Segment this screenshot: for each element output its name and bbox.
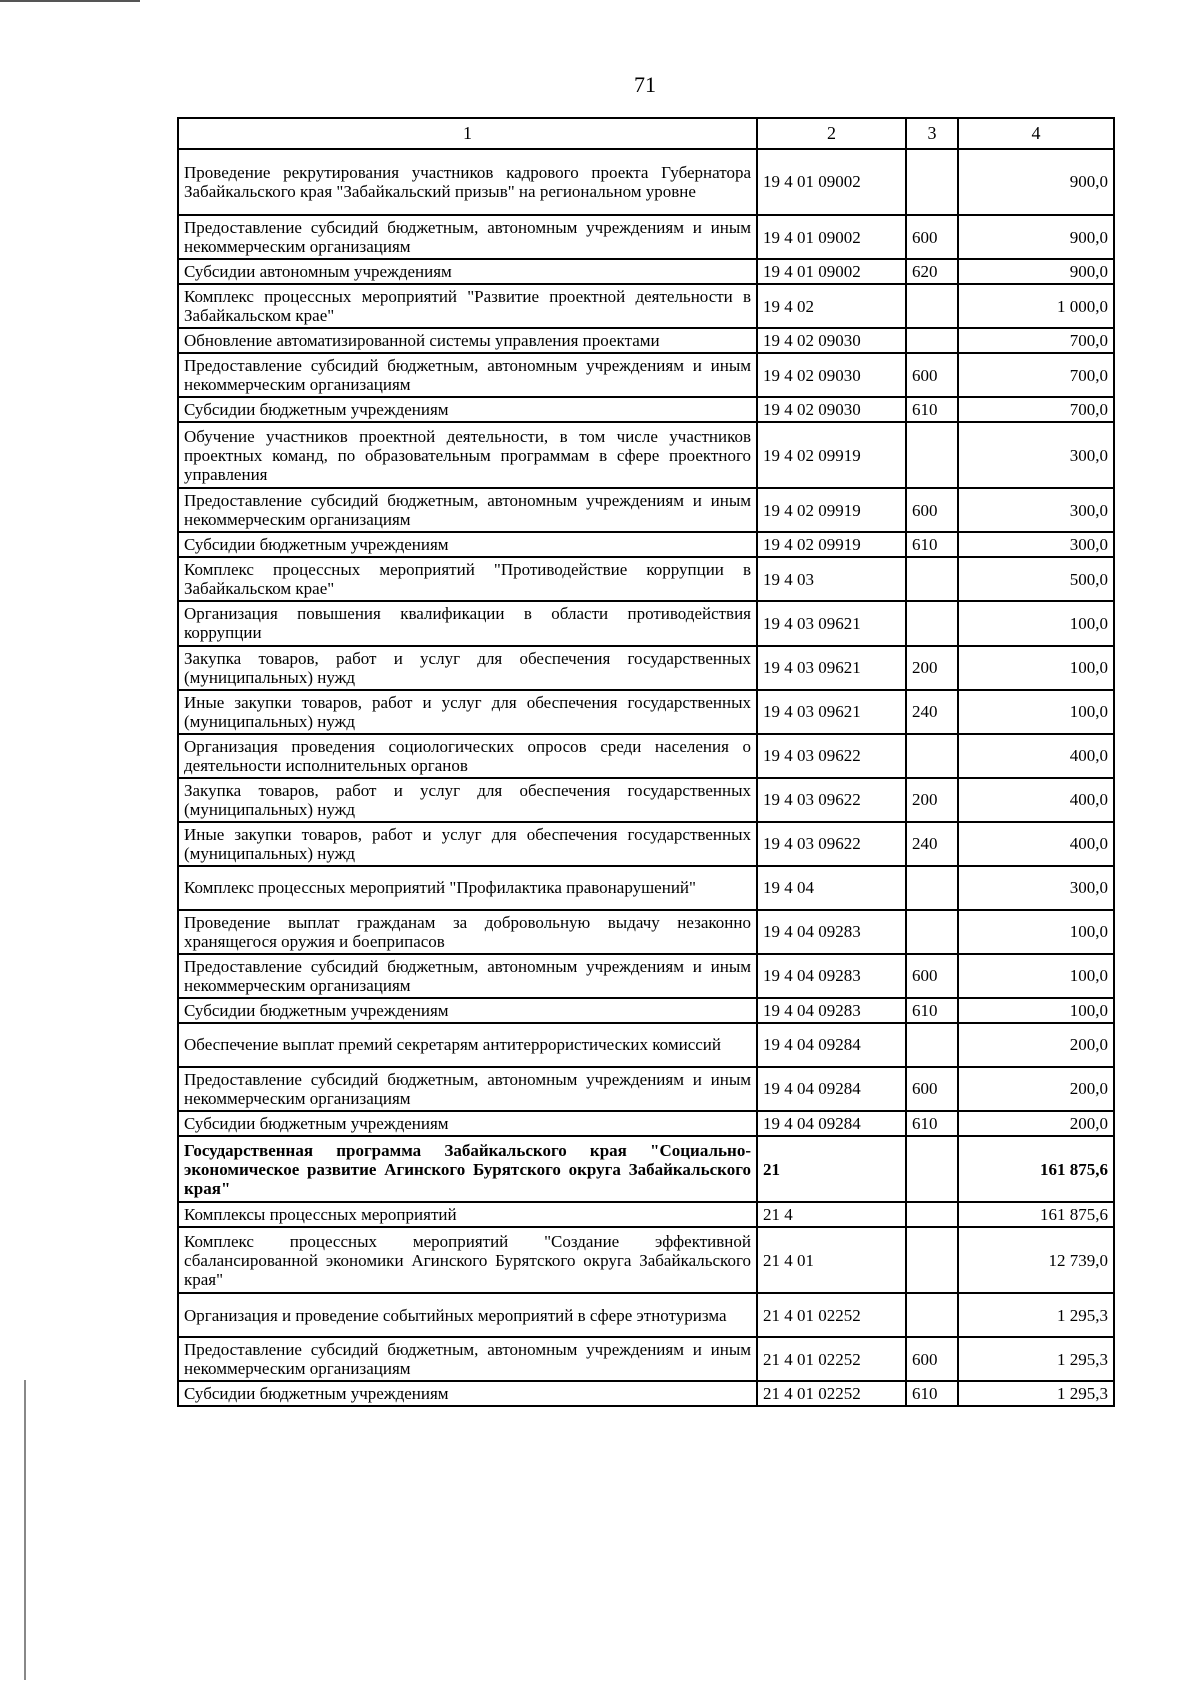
row-code-cell: 19 4 04 09283 bbox=[757, 954, 906, 998]
row-type-cell: 600 bbox=[906, 1337, 958, 1381]
table-row bbox=[178, 1227, 1114, 1293]
row-name-cell: Субсидии автономным учреждениям bbox=[178, 259, 757, 284]
row-type-cell bbox=[906, 149, 958, 215]
row-name-cell: Комплекс процессных мероприятий "Профилактика правонарушений" bbox=[178, 866, 757, 910]
table-row bbox=[178, 601, 1114, 645]
table-row bbox=[178, 1381, 1114, 1406]
row-name-cell: Субсидии бюджетным учреждениям bbox=[178, 397, 757, 422]
row-type-cell bbox=[906, 910, 958, 954]
row-type-cell: 240 bbox=[906, 822, 958, 866]
row-name-cell: Обновление автоматизированной системы управления проектами bbox=[178, 328, 757, 353]
row-code-cell: 19 4 04 bbox=[757, 866, 906, 910]
table-row bbox=[178, 1023, 1114, 1067]
row-code-cell: 19 4 04 09284 bbox=[757, 1111, 906, 1136]
row-name-cell: Организация повышения квалификации в области противодействия коррупции bbox=[178, 601, 757, 645]
row-amount-cell: 400,0 bbox=[958, 734, 1114, 778]
table-row bbox=[178, 284, 1114, 328]
table-row bbox=[178, 690, 1114, 734]
table-body bbox=[178, 149, 1114, 1406]
row-name-cell: Комплекс процессных мероприятий "Противодействие коррупции в Забайкальском крае" bbox=[178, 557, 757, 601]
row-name-cell: Организация и проведение событийных мероприятий в сфере этнотуризма bbox=[178, 1293, 757, 1337]
row-code-cell: 19 4 04 09284 bbox=[757, 1067, 906, 1111]
table-row bbox=[178, 954, 1114, 998]
row-amount-cell: 700,0 bbox=[958, 328, 1114, 353]
row-code-cell: 19 4 02 09919 bbox=[757, 532, 906, 557]
row-code-cell: 19 4 03 09622 bbox=[757, 822, 906, 866]
row-code-cell: 19 4 04 09283 bbox=[757, 910, 906, 954]
table-row bbox=[178, 488, 1114, 532]
table-row bbox=[178, 149, 1114, 215]
row-code-cell: 21 4 01 bbox=[757, 1227, 906, 1293]
row-name-cell: Предоставление субсидий бюджетным, автономным учреждениям и иным некоммерческим организациям bbox=[178, 488, 757, 532]
row-amount-cell: 161 875,6 bbox=[958, 1202, 1114, 1227]
table-row bbox=[178, 259, 1114, 284]
row-code-cell: 19 4 02 09919 bbox=[757, 488, 906, 532]
row-amount-cell: 100,0 bbox=[958, 601, 1114, 645]
row-name-cell: Предоставление субсидий бюджетным, автономным учреждениям и иным некоммерческим организациям bbox=[178, 954, 757, 998]
row-amount-cell: 400,0 bbox=[958, 778, 1114, 822]
row-amount-cell: 900,0 bbox=[958, 215, 1114, 259]
table-row bbox=[178, 422, 1114, 488]
row-amount-cell: 100,0 bbox=[958, 910, 1114, 954]
table-row bbox=[178, 215, 1114, 259]
row-amount-cell: 200,0 bbox=[958, 1023, 1114, 1067]
row-amount-cell: 900,0 bbox=[958, 259, 1114, 284]
row-name-cell: Предоставление субсидий бюджетным, автономным учреждениям и иным некоммерческим организациям bbox=[178, 1067, 757, 1111]
row-code-cell: 19 4 02 09030 bbox=[757, 328, 906, 353]
row-amount-cell: 500,0 bbox=[958, 557, 1114, 601]
row-code-cell: 19 4 01 09002 bbox=[757, 215, 906, 259]
table-row bbox=[178, 1067, 1114, 1111]
row-type-cell bbox=[906, 328, 958, 353]
row-code-cell: 19 4 03 09621 bbox=[757, 646, 906, 690]
row-type-cell bbox=[906, 1202, 958, 1227]
row-amount-cell: 100,0 bbox=[958, 646, 1114, 690]
row-type-cell bbox=[906, 284, 958, 328]
row-amount-cell: 12 739,0 bbox=[958, 1227, 1114, 1293]
table-header-row bbox=[178, 118, 1114, 149]
page-number: 71 bbox=[634, 72, 656, 97]
row-name-cell: Обучение участников проектной деятельности, в том числе участников проектных команд, по образовательным программам в сфере проектного управления bbox=[178, 422, 757, 488]
row-code-cell: 19 4 03 09621 bbox=[757, 601, 906, 645]
table-row bbox=[178, 734, 1114, 778]
row-type-cell bbox=[906, 866, 958, 910]
row-code-cell: 19 4 02 09030 bbox=[757, 397, 906, 422]
table-row bbox=[178, 1111, 1114, 1136]
row-name-cell: Обеспечение выплат премий секретарям антитеррористических комиссий bbox=[178, 1023, 757, 1067]
row-code-cell: 19 4 03 bbox=[757, 557, 906, 601]
row-code-cell: 19 4 02 09919 bbox=[757, 422, 906, 488]
row-type-cell: 610 bbox=[906, 1111, 958, 1136]
row-type-cell: 200 bbox=[906, 646, 958, 690]
scan-edge-mark bbox=[24, 1380, 26, 1680]
row-type-cell: 600 bbox=[906, 488, 958, 532]
row-type-cell: 600 bbox=[906, 1067, 958, 1111]
row-amount-cell: 1 295,3 bbox=[958, 1381, 1114, 1406]
row-type-cell bbox=[906, 1023, 958, 1067]
row-name-cell: Иные закупки товаров, работ и услуг для обеспечения государственных (муниципальных) нужд bbox=[178, 822, 757, 866]
row-code-cell: 21 4 01 02252 bbox=[757, 1381, 906, 1406]
row-amount-cell: 400,0 bbox=[958, 822, 1114, 866]
row-name-cell: Закупка товаров, работ и услуг для обеспечения государственных (муниципальных) нужд bbox=[178, 646, 757, 690]
row-amount-cell: 900,0 bbox=[958, 149, 1114, 215]
row-type-cell: 610 bbox=[906, 532, 958, 557]
row-type-cell bbox=[906, 734, 958, 778]
row-name-cell: Предоставление субсидий бюджетным, автономным учреждениям и иным некоммерческим организациям bbox=[178, 1337, 757, 1381]
row-amount-cell: 300,0 bbox=[958, 422, 1114, 488]
table-row bbox=[178, 778, 1114, 822]
row-name-cell: Предоставление субсидий бюджетным, автономным учреждениям и иным некоммерческим организациям bbox=[178, 215, 757, 259]
row-type-cell: 620 bbox=[906, 259, 958, 284]
row-type-cell bbox=[906, 1136, 958, 1202]
row-code-cell: 21 4 bbox=[757, 1202, 906, 1227]
table-row bbox=[178, 557, 1114, 601]
row-code-cell: 19 4 02 bbox=[757, 284, 906, 328]
row-code-cell: 19 4 02 09030 bbox=[757, 353, 906, 397]
row-name-cell: Субсидии бюджетным учреждениям bbox=[178, 532, 757, 557]
table-row bbox=[178, 866, 1114, 910]
row-type-cell: 600 bbox=[906, 954, 958, 998]
row-type-cell: 610 bbox=[906, 397, 958, 422]
row-amount-cell: 161 875,6 bbox=[958, 1136, 1114, 1202]
table-row bbox=[178, 328, 1114, 353]
row-name-cell: Государственная программа Забайкальского края "Социально-экономическое развитие Агинского Бурятского округа Забайкальского края" bbox=[178, 1136, 757, 1202]
row-name-cell: Проведение выплат гражданам за добровольную выдачу незаконно хранящегося оружия и боеприпасов bbox=[178, 910, 757, 954]
row-type-cell bbox=[906, 1227, 958, 1293]
table-row bbox=[178, 1337, 1114, 1381]
row-amount-cell: 1 295,3 bbox=[958, 1337, 1114, 1381]
row-code-cell: 19 4 01 09002 bbox=[757, 149, 906, 215]
row-name-cell: Предоставление субсидий бюджетным, автономным учреждениям и иным некоммерческим организациям bbox=[178, 353, 757, 397]
row-amount-cell: 300,0 bbox=[958, 532, 1114, 557]
row-type-cell: 600 bbox=[906, 215, 958, 259]
row-code-cell: 21 bbox=[757, 1136, 906, 1202]
row-code-cell: 19 4 04 09283 bbox=[757, 998, 906, 1023]
row-code-cell: 21 4 01 02252 bbox=[757, 1337, 906, 1381]
row-amount-cell: 100,0 bbox=[958, 998, 1114, 1023]
row-type-cell bbox=[906, 601, 958, 645]
row-type-cell: 600 bbox=[906, 353, 958, 397]
row-name-cell: Закупка товаров, работ и услуг для обеспечения государственных (муниципальных) нужд bbox=[178, 778, 757, 822]
row-code-cell: 19 4 04 09284 bbox=[757, 1023, 906, 1067]
table-row bbox=[178, 1202, 1114, 1227]
table-row bbox=[178, 397, 1114, 422]
table-row bbox=[178, 822, 1114, 866]
header-col-1: 1 bbox=[178, 118, 757, 149]
row-name-cell: Организация проведения социологических опросов среди населения о деятельности исполнительных органов bbox=[178, 734, 757, 778]
row-name-cell: Комплекс процессных мероприятий "Развитие проектной деятельности в Забайкальском крае" bbox=[178, 284, 757, 328]
row-amount-cell: 300,0 bbox=[958, 488, 1114, 532]
row-type-cell: 610 bbox=[906, 1381, 958, 1406]
row-name-cell: Иные закупки товаров, работ и услуг для обеспечения государственных (муниципальных) нужд bbox=[178, 690, 757, 734]
row-name-cell: Комплекс процессных мероприятий "Создание эффективной сбалансированной экономики Агинского Бурятского округа Забайкальского края" bbox=[178, 1227, 757, 1293]
row-amount-cell: 1 295,3 bbox=[958, 1293, 1114, 1337]
table-row bbox=[178, 910, 1114, 954]
row-type-cell bbox=[906, 557, 958, 601]
row-type-cell: 610 bbox=[906, 998, 958, 1023]
row-amount-cell: 700,0 bbox=[958, 397, 1114, 422]
row-type-cell: 200 bbox=[906, 778, 958, 822]
header-col-4: 4 bbox=[958, 118, 1114, 149]
table-row bbox=[178, 998, 1114, 1023]
scan-edge-mark bbox=[0, 0, 140, 2]
row-amount-cell: 100,0 bbox=[958, 954, 1114, 998]
row-type-cell bbox=[906, 422, 958, 488]
table-row bbox=[178, 532, 1114, 557]
row-code-cell: 19 4 03 09622 bbox=[757, 734, 906, 778]
row-code-cell: 19 4 03 09621 bbox=[757, 690, 906, 734]
table-row bbox=[178, 1136, 1114, 1202]
row-name-cell: Комплексы процессных мероприятий bbox=[178, 1202, 757, 1227]
row-amount-cell: 200,0 bbox=[958, 1111, 1114, 1136]
row-amount-cell: 700,0 bbox=[958, 353, 1114, 397]
row-amount-cell: 1 000,0 bbox=[958, 284, 1114, 328]
row-code-cell: 19 4 01 09002 bbox=[757, 259, 906, 284]
row-type-cell bbox=[906, 1293, 958, 1337]
budget-table bbox=[177, 117, 1115, 1407]
row-code-cell: 21 4 01 02252 bbox=[757, 1293, 906, 1337]
row-code-cell: 19 4 03 09622 bbox=[757, 778, 906, 822]
row-name-cell: Субсидии бюджетным учреждениям bbox=[178, 998, 757, 1023]
row-name-cell: Субсидии бюджетным учреждениям bbox=[178, 1381, 757, 1406]
header-col-2: 2 bbox=[757, 118, 906, 149]
row-amount-cell: 100,0 bbox=[958, 690, 1114, 734]
table-row bbox=[178, 646, 1114, 690]
row-amount-cell: 200,0 bbox=[958, 1067, 1114, 1111]
row-name-cell: Субсидии бюджетным учреждениям bbox=[178, 1111, 757, 1136]
table-row bbox=[178, 1293, 1114, 1337]
row-type-cell: 240 bbox=[906, 690, 958, 734]
table-row bbox=[178, 353, 1114, 397]
row-name-cell: Проведение рекрутирования участников кадрового проекта Губернатора Забайкальского края "Забайкальский призыв" на региональном уровне bbox=[178, 149, 757, 215]
row-amount-cell: 300,0 bbox=[958, 866, 1114, 910]
header-col-3: 3 bbox=[906, 118, 958, 149]
